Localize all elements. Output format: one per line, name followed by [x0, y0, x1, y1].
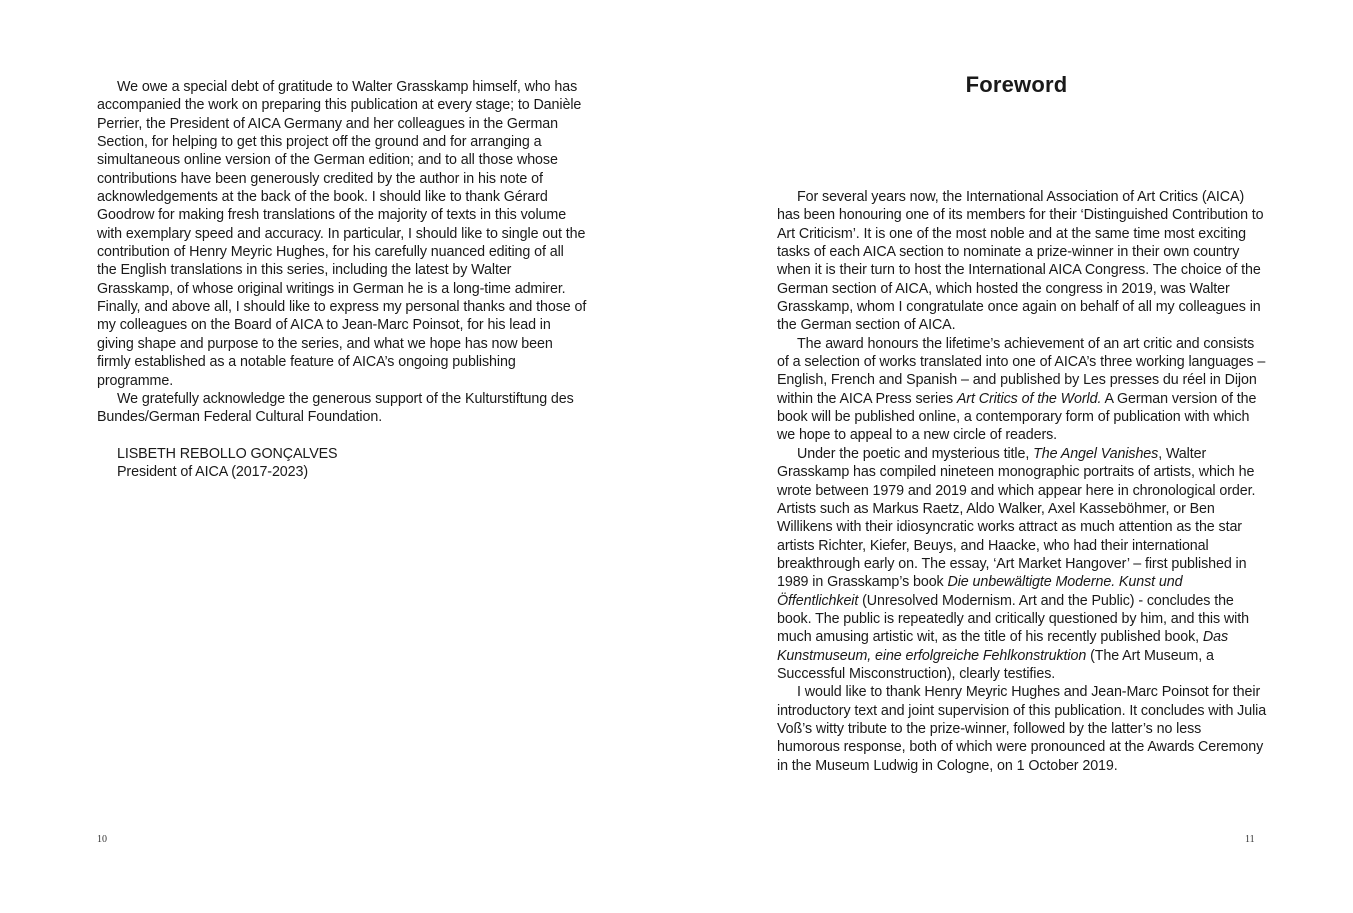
signature-title: President of AICA (2017-2023) [117, 463, 309, 480]
paragraph: For several years now, the International Association of Art Critics (AICA) has been honouring one of its members for their ‘Distinguished Contribution to Art Criticism’. It is one of the most noble and at the same time most exciting tasks of each AICA section to nominate a prize-winner in their own country when it is their turn to host the International AICA Congress. The choice of the German section of AICA, which hosted the congress in 2019, was Walter Grasskamp, whom I congratulate once again on behalf of all my colleagues in the German section of AICA. [777, 189, 1264, 334]
book-title: Die unbewältigte Moderne. Kunst und Öffentlichkeit [777, 574, 1183, 609]
acknowledgements-text [97, 78, 587, 481]
foreword-text [777, 188, 1267, 775]
page-number: 10 [97, 834, 107, 845]
book-title: The Angel Vanishes [1033, 445, 1159, 462]
page-number: 11 [1245, 834, 1255, 845]
left-page [0, 0, 676, 913]
paragraph: We owe a special debt of gratitude to Walter Grasskamp himself, who has accompanied the work on preparing this publication at every stage; to Danièle Perrier, the President of AICA Germany and her colleagues in the German Section, for helping to get this project off the ground and for arranging a simultaneous online version of the German edition; and to all those whose contributions have been generously credited by the author in his note of acknowledgements at the back of the book. I should like to thank Gérard Goodrow for making fresh translations of the majority of texts in this volume with exemplary speed and accuracy. In particular, I should like to single out the contribution of Henry Meyric Hughes, for his carefully nuanced editing of all the English translations in this series, including the latest by Walter Grasskamp, of whose original writings in German he is a long-time admirer. Finally, and above all, I should like to express my personal thanks and those of my colleagues on the Board of AICA to Jean-Marc Poinsot, for his lead in giving shape and purpose to the series, and what we hope has now been firmly established as a notable feature of AICA’s ongoing publishing programme. [97, 79, 587, 389]
signature-name: LISBETH REBOLLO GONÇALVES [117, 445, 338, 462]
paragraph: Under the poetic and mysterious title, The Angel Vanishes, Walter Grasskamp has compiled nineteen monographic portraits of artists, which he wrote between 1979 and 2019 and which appear here in chronological order. Artists such as Markus Raetz, Aldo Walker, Axel Kasseböhmer, or Ben Willikens with their idiosyncratic works attract as much attention as the star artists Richter, Kiefer, Beuys, and Haacke, who had their international breakthrough early on. The essay, ‘Art Market Hangover’ – first published in 1989 in Grasskamp’s book Die unbewältigte Moderne. Kunst und Öffentlichkeit (Unresolved Modernism. Art and the Public) - concludes the book. The public is repeatedly and critically questioned by him, and this with much amusing artistic wit, as the title of his recently published book, Das Kunstmuseum, eine erfolgreiche Fehlkonstruktion (The Art Museum, a Successful Misconstruction), clearly testifies. [777, 445, 1256, 682]
page-title: Foreword [965, 72, 1068, 97]
paragraph: The award honours the lifetime’s achievement of an art critic and consists of a selection of works translated into one of AICA’s three working languages – English, French and Spanish – and published by Les presses du réel in Dijon within the AICA Press series Art Critics of the World. A German version of the book will be published online, a contemporary form of publication with which we hope to appeal to a new circle of readers. [777, 335, 1266, 444]
paragraph: I would like to thank Henry Meyric Hughes and Jean-Marc Poinsot for their introductory text and joint supervision of this publication. It concludes with Julia Voß’s witty tribute to the prize-winner, followed by the latter’s no less humorous response, both of which were pronounced at the Awards Ceremony in the Museum Ludwig in Cologne, on 1 October 2019. [777, 684, 1267, 774]
right-page [676, 0, 1353, 913]
series-title: Art Critics of the World. [956, 390, 1102, 407]
book-title: Das Kunstmuseum, eine erfolgreiche Fehlkonstruktion [777, 629, 1229, 664]
paragraph: We gratefully acknowledge the generous support of the Kulturstiftung des Bundes/German Federal Cultural Foundation. [97, 390, 574, 426]
signature-block [117, 445, 587, 482]
